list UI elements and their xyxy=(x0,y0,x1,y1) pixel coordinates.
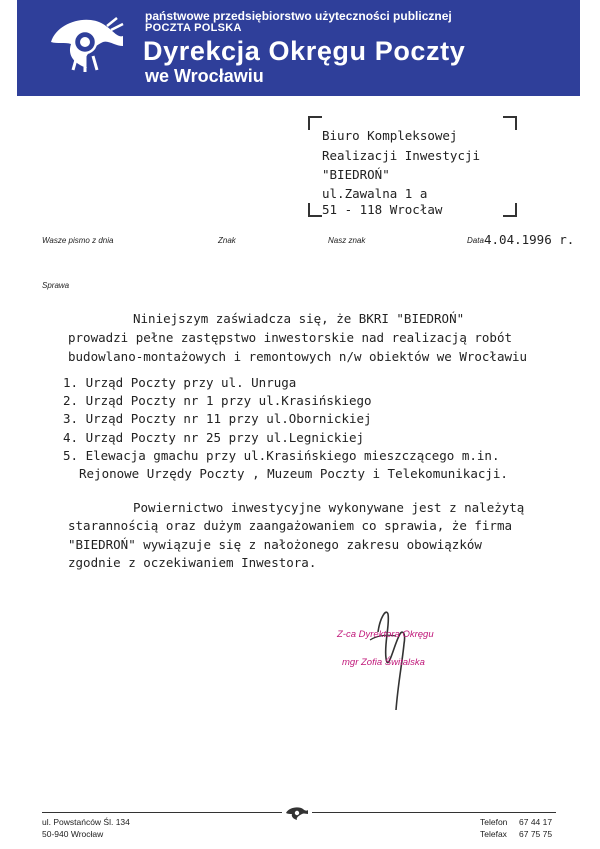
recipient-line: Biuro Kompleksowej xyxy=(322,128,458,143)
posthorn-logo-icon xyxy=(47,12,127,74)
body-closing-line: starannością oraz dużym zaangażowaniem co sprawia, że firma xyxy=(68,518,513,533)
footer-city: 50-940 Wrocław xyxy=(42,829,104,839)
body-closing-line: Powiernictwo inwestycyjne wykonywane jest z należytą xyxy=(133,500,525,515)
recipient-line: Realizacji Inwestycji xyxy=(322,148,481,163)
recipient-line: ul.Zawalna 1 a xyxy=(322,186,428,201)
list-item-continuation: Rejonowe Urzędy Poczty , Muzeum Poczty i Telekomunikacji. xyxy=(79,466,508,481)
subject-label: Sprawa xyxy=(42,281,70,290)
list-item: 5. Elewacja gmachu przy ul.Krasińskiego mieszczącego m.in. xyxy=(63,448,500,463)
address-corner-top-left xyxy=(308,116,322,130)
date-value: 4.04.1996 r. xyxy=(484,232,575,247)
letterhead-subtitle: we Wrocławiu xyxy=(145,66,264,86)
footer-divider-right xyxy=(312,812,556,813)
letterhead-banner xyxy=(17,0,580,96)
footer-phone: 67 44 17 xyxy=(519,817,553,827)
footer-street: ul. Powstańców Śl. 134 xyxy=(42,817,130,827)
signatory-role: Z-ca Dyrektora Okręgu xyxy=(337,629,434,640)
list-item: 3. Urząd Poczty nr 11 przy ul.Obornickiej xyxy=(63,411,372,426)
address-corner-bottom-right xyxy=(503,203,517,217)
address-corner-bottom-left xyxy=(308,203,322,217)
list-item: 4. Urząd Poczty nr 25 przy ul.Legnickiej xyxy=(63,430,365,445)
date-label: Data xyxy=(467,236,484,245)
body-closing-line: "BIEDROŃ" wywiązuje się z nałożonego zakresu obowiązków xyxy=(68,537,482,552)
recipient-line: 51 - 118 Wrocław xyxy=(322,202,443,217)
body-closing-line: zgodnie z oczekiwaniem Inwestora. xyxy=(68,555,317,570)
body-intro-line: Niniejszym zaświadcza się, że BKRI "BIEDROŃ" xyxy=(133,311,465,326)
posthorn-small-icon xyxy=(285,805,309,821)
body-intro-line: budowlano-montażowych i remontowych n/w obiektów we Wrocławiu xyxy=(68,349,528,364)
sign-label: Znak xyxy=(218,236,236,245)
our-sign-label: Nasz znak xyxy=(328,236,366,245)
footer-fax: 67 75 75 xyxy=(519,829,553,839)
recipient-line: "BIEDROŃ" xyxy=(322,167,390,182)
body-intro-line: prowadzi pełne zastępstwo inwestorskie nad realizacją robót xyxy=(68,330,513,345)
list-item: 1. Urząd Poczty przy ul. Unruga xyxy=(63,375,297,390)
address-corner-top-right xyxy=(503,116,517,130)
footer-phone-label: Telefon xyxy=(480,817,508,827)
list-item: 2. Urząd Poczty nr 1 przy ul.Krasińskiego xyxy=(63,393,372,408)
signatory-name: mgr Zofia Świtalska xyxy=(342,657,425,668)
footer-fax-label: Telefax xyxy=(480,829,507,839)
letterhead-line2: POCZTA POLSKA xyxy=(145,22,242,34)
letterhead-title: Dyrekcja Okręgu Poczty xyxy=(143,36,466,66)
letterhead-line1: państwowe przedsiębiorstwo użyteczności publicznej xyxy=(145,9,452,23)
your-letter-label: Wasze pismo z dnia xyxy=(42,236,114,245)
footer-divider-left xyxy=(42,812,282,813)
